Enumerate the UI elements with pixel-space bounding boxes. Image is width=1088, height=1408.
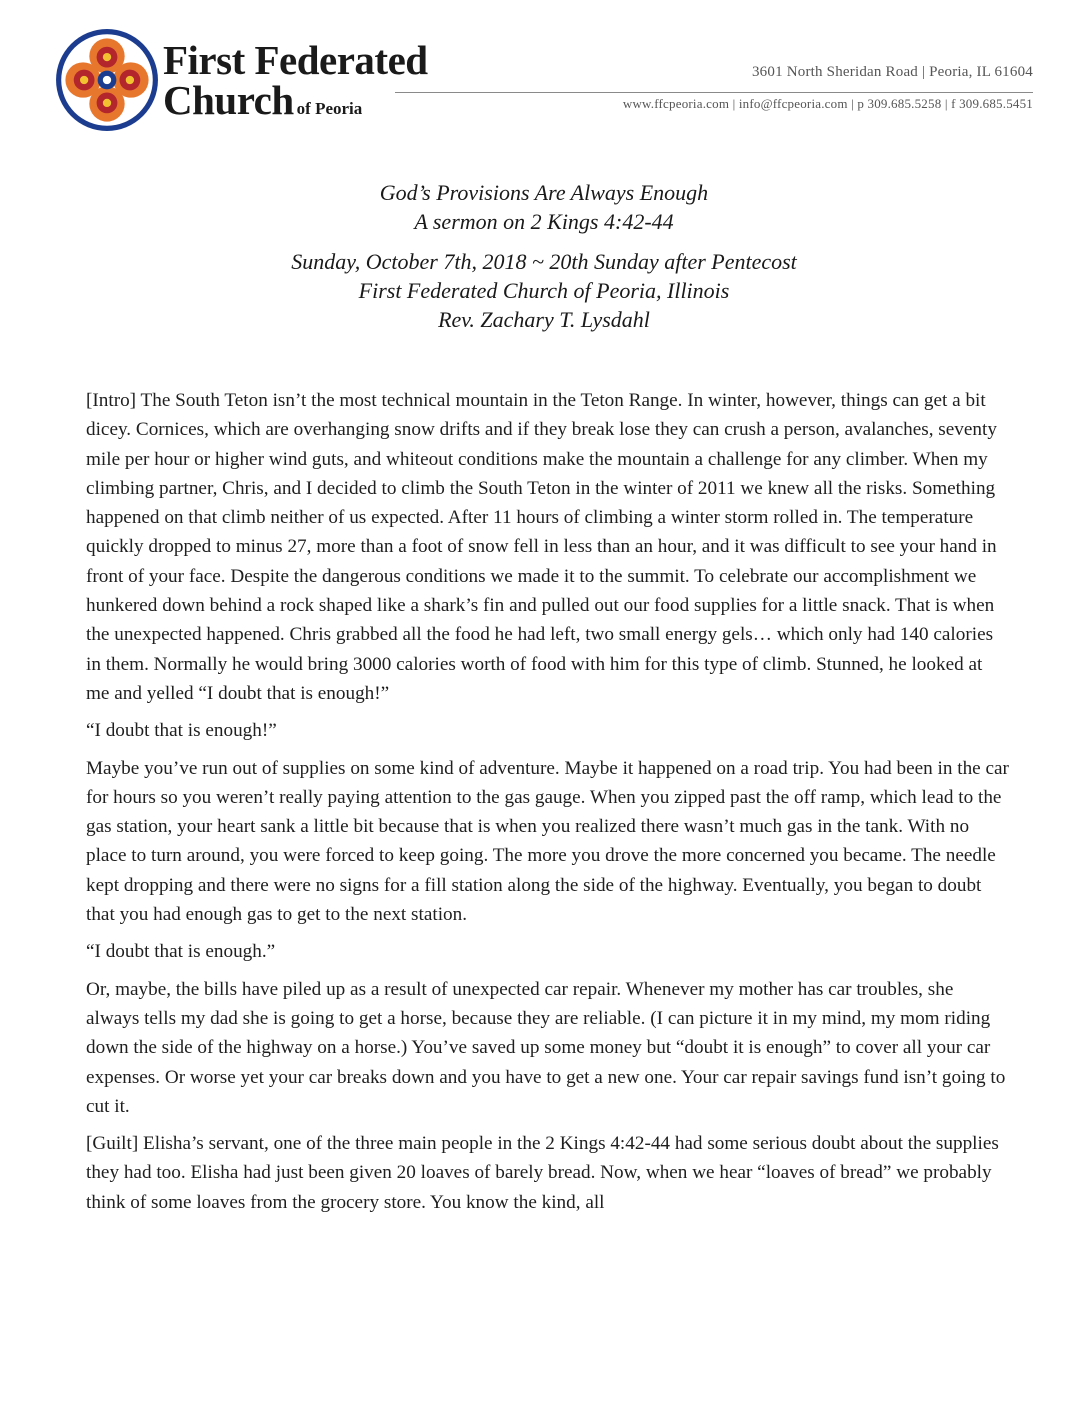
church-contact-info: www.ffcpeoria.com | info@ffcpeoria.com | p 309.685.5258 | f 309.685.5451 [622,96,1033,111]
church-address: 3601 North Sheridan Road | Peoria, IL 61604 [751,64,1033,80]
org-name-line1: First Federated [163,37,428,83]
sermon-church: First Federated Church of Peoria, Illinois [358,278,730,303]
church-logo-icon [55,28,159,132]
sermon-preacher: Rev. Zachary T. Lysdahl [438,307,650,332]
organization-name [163,37,428,123]
org-name-suffix: of Peoria [296,99,363,118]
paragraph-road-trip: Maybe you’ve run out of supplies on some kind of adventure. Maybe it happened on a road trip. You had been in the car for hours so you weren’t really paying attention to the gas gauge. When you zipped past the off ramp, which lead to the gas station, your heart sank a little bit because that is when you realized there wasn’t much gas in the tank. With no place to turn around, you were forced to keep going. The more you drove the more concerned you became. The needle kept dropping and there were no signs for a fill station along the side of the highway. Eventually, you began to doubt that you had enough gas to get to the next station. [86,757,1009,926]
sermon-subtitle: A sermon on 2 Kings 4:42-44 [414,209,674,234]
org-name-line2 [163,77,428,123]
paragraph-guilt: [Guilt] Elisha’s servant, one of the three main people in the 2 Kings 4:42-44 had some serious doubt about the supplies they had too. Elisha had just been given 20 loaves of barely bread. Now, when we hear “loaves of bread” we probably think of some loaves from the grocery store. You know the kind, all [86,1133,999,1213]
sermon-body [86,386,1010,1225]
paragraph-car-repair: Or, maybe, the bills have piled up as a result of unexpected car repair. Whenever my mother has car troubles, she always tells my dad she is going to get a horse, because they are reliable. (I can picture it in my mind, my mom riding down the side of the highway on a horse.) You’ve saved up some money but “doubt it is enough” to cover all your car expenses. Or worse yet your car breaks down and you have to get a new one. Your car repair savings fund isn’t going to cut it. [86,978,1006,1117]
letterhead-divider [395,92,1033,93]
paragraph-quote-1: “I doubt that is enough!” [86,720,277,742]
sermon-header [0,178,1088,334]
sermon-date: Sunday, October 7th, 2018 ~ 20th Sunday after Pentecost [291,249,797,274]
paragraph-intro: [Intro] The South Teton isn’t the most technical mountain in the Teton Range. In winter, however, things can get a bit dicey. Cornices, which are overhanging snow drifts and if they break lose they can crush a person, avalanches, seventy mile per hour or higher wind guts, and whiteout conditions make the mountain a challenge for any climber. When my climbing partner, Chris, and I decided to climb the South Teton in the winter of 2011 we knew all the risks. Something happened on that climb neither of us expected. After 11 hours of climbing a winter storm rolled in. The temperature quickly dropped to minus 27, more than a foot of snow fell in less than an hour, and it was difficult to see your hand in front of your face. Despite the dangerous conditions we made it to the summit. To celebrate our accomplishment we hunkered down behind a rock shaped like a shark’s fin and pulled out our food supplies for a little snack. That is when the unexpected happened. Chris grabbed all the food he had left, two small energy gels… which only had 140 calories in them. Normally he would bring 3000 calories worth of food with him for this type of climb. Stunned, he looked at me and yelled “I doubt that is enough!” [86,390,997,704]
sermon-title: God’s Provisions Are Always Enough [379,180,709,205]
letterhead [0,0,1088,140]
paragraph-quote-2: “I doubt that is enough.” [86,941,276,963]
org-name-church: Church [163,77,294,123]
